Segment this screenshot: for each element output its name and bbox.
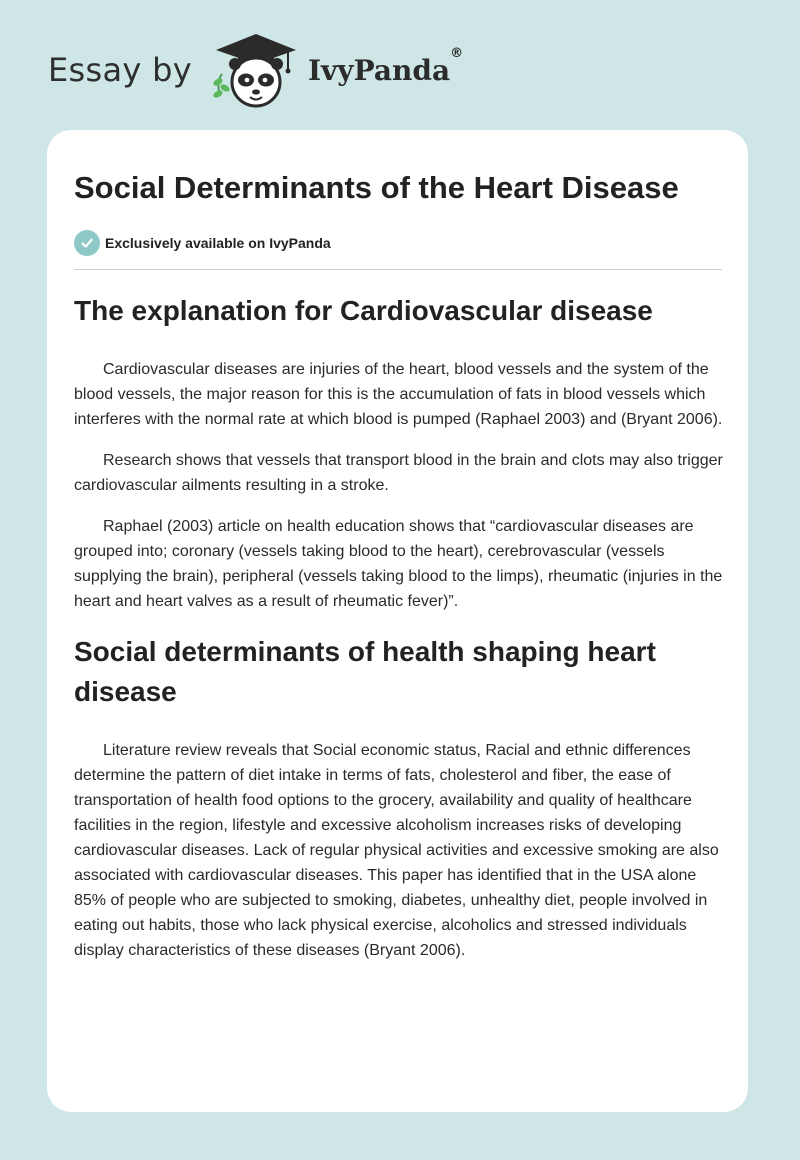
panda-logo-icon [208,30,304,110]
exclusive-badge [74,230,724,256]
essay-card [47,130,748,1112]
paragraph: Cardiovascular diseases are injuries of the heart, blood vessels and the system of the blood vessels, the major reason for this is the accumulation of fats in blood vessels which interferes with the normal rate at which blood is pumped (Raphael 2003) and (Bryant 2006). [74,361,723,428]
registered-mark: ® [450,45,464,61]
paragraph: Raphael (2003) article on health education shows that “cardiovascular diseases are grouped into; coronary (vessels taking blood to the heart), cerebrovascular (vessels supplying the brain), peripheral (vessels taking blood to the limps), rheumatic (injuries in the heart and heart valves as a result of rheumatic fever)”. [74,518,723,610]
brand-prefix: Essay by [48,51,192,89]
exclusive-badge-text: Exclusively available on IvyPanda [105,235,331,251]
divider [74,269,722,270]
brand-name: IvyPanda® [307,45,464,87]
section-heading: The explanation for Cardiovascular disease [74,295,653,326]
page-title: Social Determinants of the Heart Disease [74,170,679,205]
brand-header [48,30,463,110]
paragraph: Research shows that vessels that transport blood in the brain and clots may also trigger cardiovascular ailments resulting in a stroke. [74,452,723,494]
check-circle-icon [74,230,100,256]
essay-content [74,130,724,963]
paragraph: Literature review reveals that Social economic status, Racial and ethnic differences determine the pattern of diet intake in terms of fats, cholesterol and fiber, the ease of transportation of health food options to the grocery, availability and quality of healthcare facilities in the region, lifestyle and excessive alcoholism increases risks of developing cardiovascular diseases. Lack of regular physical activities and excessive smoking are also associated with cardiovascular diseases. This paper has identified that in the USA alone 85% of people who are subjected to smoking, diabetes, unhealthy diet, people involved in eating out habits, those who lack physical exercise, alcoholics and stressed individuals display characteristics of these diseases (Bryant 2006). [74,742,719,959]
section-heading: Social determinants of health shaping heart disease [74,636,656,707]
